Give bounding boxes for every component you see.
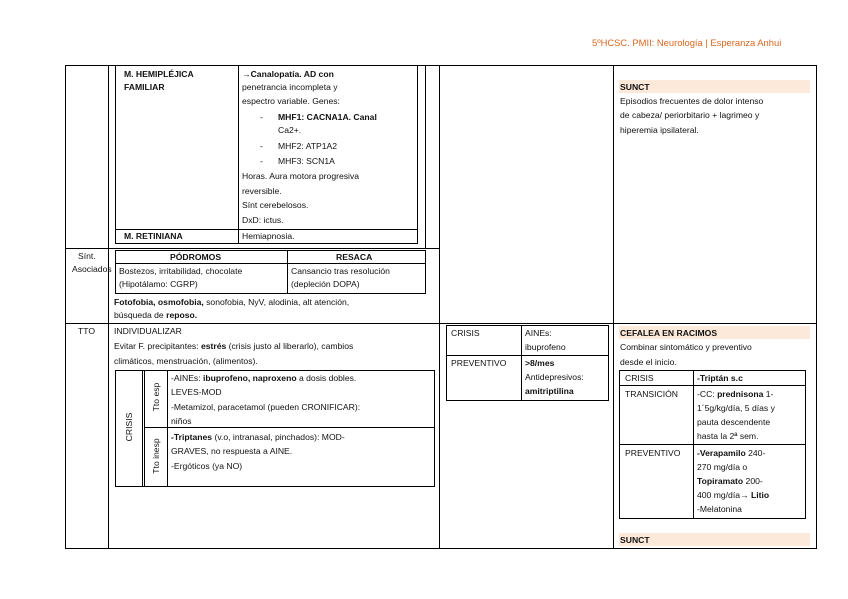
hemi-title-2: FAMILIAR bbox=[124, 82, 165, 92]
inesp-line-1-bold: -Triptanes bbox=[171, 432, 213, 442]
cluster-prev-1 bbox=[697, 447, 765, 459]
sint-extra-1 bbox=[114, 296, 349, 308]
resaca-title: RESACA bbox=[336, 252, 373, 262]
hemi-more-4: DxD: ictus. bbox=[242, 215, 284, 225]
sint-extra-2 bbox=[114, 309, 197, 321]
cluster-prev-label: PREVENTIVO bbox=[625, 448, 681, 458]
cluster-prev-1-bold: -Verapamilo bbox=[697, 448, 746, 458]
sint-extra-2-pre: búsqueda de bbox=[114, 310, 167, 320]
sint-extra-1-rest: sonofobia, NyV, alodinia, alt atención, bbox=[203, 297, 350, 307]
cluster-prev-3-bold: Topiramato bbox=[697, 476, 744, 486]
gene-mhf1-cont: Ca2+. bbox=[278, 125, 302, 135]
cluster-prev-2: 270 mg/día o bbox=[697, 462, 748, 472]
tto-label: TTO bbox=[78, 326, 96, 336]
tto-line-1: INDIVIDUALIZAR bbox=[114, 326, 182, 336]
cluster-crisis-label: CRISIS bbox=[625, 373, 654, 383]
gene-mhf2: MHF2: ATP1A2 bbox=[278, 141, 338, 151]
tension-prev-val-1: >8/mes bbox=[525, 358, 555, 368]
crisis-rotated-label: CRISIS bbox=[124, 412, 134, 442]
hemi-more-1: Horas. Aura motora progresiva bbox=[242, 171, 360, 181]
cluster-prev-4 bbox=[697, 489, 769, 501]
tension-crisis-val-2: ibuprofeno bbox=[525, 342, 566, 352]
cluster-title: CEFALEA EN RACIMOS bbox=[620, 328, 718, 338]
tension-crisis-label: CRISIS bbox=[451, 328, 480, 338]
hemi-desc-1 bbox=[242, 68, 334, 80]
cluster-desc-1: Combinar sintomático y preventivo bbox=[620, 342, 752, 352]
tension-prev-val-3: amitriptilina bbox=[525, 386, 574, 396]
cluster-prev-3 bbox=[697, 475, 763, 487]
cluster-trans-label: TRANSICIÓN bbox=[625, 389, 678, 399]
esp-line-3: -Metamizol, paracetamol (pueden CRONIFICAR): bbox=[171, 402, 361, 412]
sint-label-1: Sínt. bbox=[78, 251, 96, 261]
bullet-dash: - bbox=[260, 112, 263, 122]
sint-label-2: Asociados bbox=[72, 264, 112, 274]
sunct-top-title: SUNCT bbox=[620, 82, 650, 92]
cluster-crisis-val: -Triptán s.c bbox=[697, 373, 743, 383]
cluster-trans-val-bold: prednisona bbox=[717, 389, 764, 399]
resaca-1: Cansancio tras resolución bbox=[291, 266, 390, 276]
tto-line-2-bold: estrés bbox=[200, 341, 227, 351]
tension-prev-label: PREVENTIVO bbox=[451, 358, 507, 368]
sunct-top-line-1: Episodios frecuentes de dolor intenso bbox=[620, 96, 764, 106]
podromos-title: PÓDROMOS bbox=[170, 252, 222, 262]
cluster-prev-5: -Melatonina bbox=[697, 504, 742, 514]
hemi-desc-1-text: →Canalopatía. AD con bbox=[242, 69, 334, 79]
hemi-desc-2: penetrancia incompleta y bbox=[242, 82, 338, 92]
cluster-trans-val-rest: 1- bbox=[763, 389, 774, 399]
sunct-bottom-title: SUNCT bbox=[620, 535, 650, 545]
inesp-line-3: -Ergóticos (ya NO) bbox=[171, 461, 243, 471]
page-header: 5ºHCSC. PMII: Neurología | Esperanza Anhui bbox=[592, 37, 782, 48]
tto-line-2-rest: (crisis justo al liberarlo), cambios bbox=[226, 341, 354, 351]
tension-crisis-val-1: AINEs: bbox=[525, 328, 552, 338]
esp-line-4: niños bbox=[171, 416, 192, 426]
tto-inesp-rotated-label: Tto inesp bbox=[151, 438, 161, 474]
tto-line-2-pre: Evitar F. precipitantes: bbox=[114, 341, 201, 351]
sint-extra-2-bold: reposo. bbox=[166, 310, 198, 320]
esp-line-1-rest: a dosis dobles. bbox=[296, 373, 357, 383]
inesp-line-1-rest: (v.o, intranasal, pinchados): MOD- bbox=[212, 432, 345, 442]
cluster-trans-val-1 bbox=[697, 388, 773, 400]
esp-line-1 bbox=[171, 372, 356, 384]
sunct-top-line-2: de cabeza/ periorbitario + lagrimeo y bbox=[620, 110, 760, 120]
tto-line-3: climáticos, menstruación, (alimentos). bbox=[114, 356, 258, 366]
tension-prev-val-2: Antidepresivos: bbox=[525, 372, 584, 382]
cluster-prev-3-rest: 200- bbox=[743, 476, 763, 486]
tto-esp-rotated-label: Tto esp bbox=[151, 382, 161, 412]
cluster-trans-val-3: pauta descendente bbox=[697, 417, 771, 427]
cluster-desc-2: desde el inicio. bbox=[620, 357, 677, 367]
hemi-more-2: reversible. bbox=[242, 186, 282, 196]
hemi-more-3: Sínt cerebelosos. bbox=[242, 200, 309, 210]
sint-extra-1-bold: Fotofobia, osmofobia, bbox=[114, 297, 204, 307]
esp-line-2: LEVES-MOD bbox=[171, 387, 222, 397]
bullet-dash: - bbox=[260, 156, 263, 166]
hemi-desc-3: espectro variable. Genes: bbox=[242, 96, 340, 106]
gene-mhf3: MHF3: SCN1A bbox=[278, 156, 335, 166]
podromos-2: (Hipotálamo: CGRP) bbox=[119, 279, 198, 289]
cluster-trans-val-2: 1´5g/kg/día, 5 días y bbox=[697, 403, 775, 413]
cluster-trans-val-pre: -CC: bbox=[697, 389, 718, 399]
podromos-1: Bostezos, irritabilidad, chocolate bbox=[119, 266, 243, 276]
retinal-title: M. RETINIANA bbox=[124, 231, 183, 241]
cluster-prev-1-rest: 240- bbox=[745, 448, 766, 458]
gene-mhf1: MHF1: CACNA1A. Canal bbox=[278, 112, 377, 122]
cluster-trans-val-4: hasta la 2ª sem. bbox=[697, 431, 759, 441]
esp-line-1-pre: -AINEs: bbox=[171, 373, 203, 383]
retinal-desc: Hemiapnosia. bbox=[242, 231, 295, 241]
cluster-prev-4-pre: 400 mg/día→ bbox=[697, 490, 751, 500]
sunct-top-line-3: hiperemia ipsilateral. bbox=[620, 125, 699, 135]
tto-line-2 bbox=[114, 340, 353, 352]
inesp-line-2: GRAVES, no respuesta a AINE. bbox=[171, 446, 293, 456]
cluster-prev-4-bold: Litio bbox=[750, 490, 770, 500]
bullet-dash: - bbox=[260, 141, 263, 151]
esp-line-1-bold: ibuprofeno, naproxeno bbox=[203, 373, 297, 383]
resaca-2: (depleción DOPA) bbox=[291, 279, 360, 289]
inesp-line-1 bbox=[171, 431, 345, 443]
hemi-title-1: M. HEMIPLÉJICA bbox=[124, 69, 194, 79]
